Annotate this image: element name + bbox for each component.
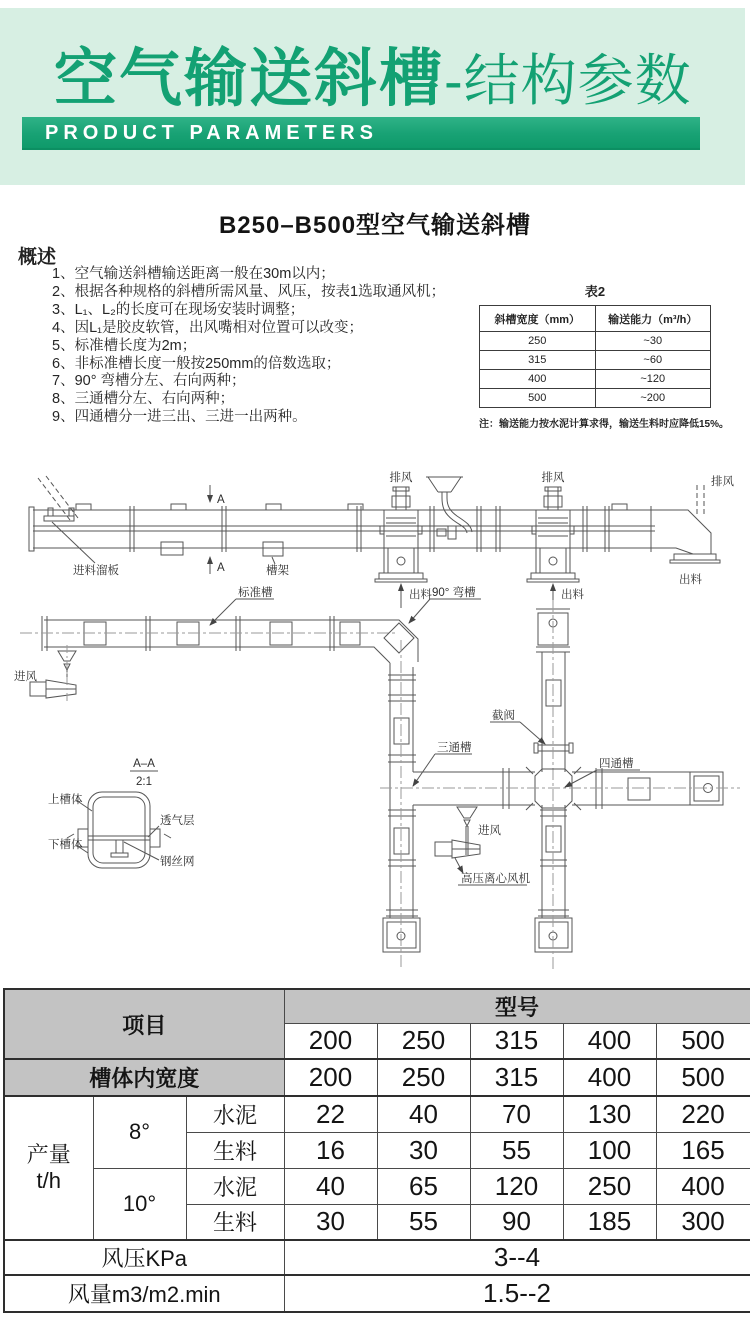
overview-item: 4、因L₁是胶皮软管，出风嘴相对位置可以改变； [52,319,364,336]
discharge-tower-2 [527,487,579,582]
table-row [480,389,711,408]
cement-label-cell: 水泥 [186,1168,284,1204]
model-cell: 500 [656,1023,750,1059]
capacity-cell: ~200 [595,389,711,408]
pressure-value-cell: 3--4 [284,1240,750,1275]
label-air-inlet: 进风 [14,671,37,683]
technical-diagram [0,430,750,978]
value-cell: 30 [377,1132,470,1168]
value-cell: 70 [470,1096,563,1132]
capacity-cell: ~120 [595,370,711,389]
capacity-table-block [479,281,729,430]
table-row [4,1240,750,1275]
value-cell: 165 [656,1132,750,1168]
spec-table [3,988,750,1313]
table-row [4,1275,750,1312]
capacity-cell: 400 [480,370,596,389]
model-header-cell: 型号 [284,989,750,1023]
page-title-main: 空气输送斜槽 [54,44,444,114]
output-label-line2: t/h [36,1168,61,1193]
elbow-90 [357,620,418,680]
overview-item: 7、90° 弯槽分左、右向两种； [52,373,246,390]
page-title-sub: -结构参数 [444,49,692,112]
vertical-chute-b [534,600,573,970]
label-frame: 槽架 [266,565,289,577]
capacity-col-header: 斜槽宽度（mm） [480,306,596,332]
value-cell: 400 [656,1168,750,1204]
label-section-a: A [217,562,225,574]
table-row [480,332,711,351]
label-exhaust: 排风 [541,472,565,484]
value-cell: 55 [377,1204,470,1240]
overview-item: 8、三通槽分左、右向两种； [52,391,235,408]
overview-list [52,266,445,427]
value-cell: 16 [284,1132,377,1168]
value-cell: 100 [563,1132,656,1168]
value-cell: 22 [284,1096,377,1132]
header-band [0,8,745,185]
label-discharge: 出料 [409,589,432,601]
value-cell: 40 [377,1096,470,1132]
page-title [54,28,692,119]
capacity-cell: 315 [480,351,596,370]
overview-item: 1、空气输送斜槽输送距离一般在30m以内； [52,266,335,282]
capacity-table [479,305,711,408]
label-fan: 高压离心风机 [461,873,530,885]
feed-plate-figure [38,476,95,563]
label-section-a: A [217,494,225,506]
section-figure [67,771,171,868]
middle-view-chute [20,616,396,651]
capacity-table-note: 注：输送能力按水泥计算求得，输送生料时应降低15%。 [479,419,730,430]
value-cell: 90 [470,1204,563,1240]
label-section-scale: 2:1 [136,776,152,788]
angle8-cell: 8° [93,1096,186,1168]
value-cell: 65 [377,1168,470,1204]
cement-label-cell: 水泥 [186,1096,284,1132]
label-exhaust: 排风 [711,476,734,488]
model-cell: 250 [377,1023,470,1059]
item-header-cell: 项目 [4,989,284,1059]
raw-label-cell: 生料 [186,1132,284,1168]
label-permeable-layer: 透气层 [160,815,195,827]
overview-heading: 概述 [18,247,57,268]
width-cell: 250 [377,1059,470,1096]
capacity-cell: ~60 [595,351,711,370]
value-cell: 130 [563,1096,656,1132]
bottom-chute [380,767,740,810]
doc-title: B250–B500型空气输送斜槽 [218,212,532,239]
output-label-line1: 产量 [26,1142,71,1167]
capacity-table-title: 表2 [584,284,606,299]
label-feed-plate: 进料溜板 [73,565,119,577]
label-air-inlet: 进风 [478,825,501,837]
label-section-aa: A–A [133,758,155,770]
value-cell: 30 [284,1204,377,1240]
airflow-value-cell: 1.5--2 [284,1275,750,1312]
raw-label-cell: 生料 [186,1204,284,1240]
value-cell: 120 [470,1168,563,1204]
label-exhaust: 排风 [389,472,413,484]
overview-item: 2、根据各种规格的斜槽所需风量、风压，按表1选取通风机； [52,283,446,300]
table-row [480,351,711,370]
label-discharge: 出料 [679,574,702,586]
label-standard-chute: 标准槽 [238,587,273,599]
label-discharge: 出料 [561,589,584,601]
label-upper-body: 上槽体 [48,794,83,806]
table-row [4,1096,750,1132]
output-label-cell [4,1096,93,1240]
diagram-linework [20,476,740,970]
pressure-label-cell: 风压KPa [4,1240,284,1275]
overview-item: 9、四通槽分一进三出、三进一出两种。 [52,409,307,426]
value-cell: 55 [470,1132,563,1168]
overview-item: 3、L₁、L₂的长度可在现场安装时调整； [52,301,305,318]
width-cell: 500 [656,1059,750,1096]
label-cutoff-valve: 截阀 [492,710,515,722]
width-cell: 315 [470,1059,563,1096]
angle10-cell: 10° [93,1168,186,1240]
table-row [4,989,750,1023]
capacity-cell: ~30 [595,332,711,351]
capacity-cell: 500 [480,389,596,408]
table-row [480,370,711,389]
label-tee-chute: 三通槽 [437,742,472,754]
label-bend-chute: 90° 弯槽 [432,587,476,599]
model-cell: 315 [470,1023,563,1059]
diagram-labels [14,470,734,885]
value-cell: 250 [563,1168,656,1204]
product-parameters-banner: PRODUCT PARAMETERS [22,117,700,150]
width-label-cell: 槽体内宽度 [4,1059,284,1096]
width-cell: 400 [563,1059,656,1096]
value-cell: 300 [656,1204,750,1240]
capacity-col-header: 输送能力（m³/h） [595,306,711,332]
model-cell: 400 [563,1023,656,1059]
overview-item: 5、标准槽长度为2m； [52,337,197,354]
capacity-cell: 250 [480,332,596,351]
table-row [480,306,711,332]
width-cell: 200 [284,1059,377,1096]
model-cell: 200 [284,1023,377,1059]
airflow-label-cell: 风量m3/m2.min [4,1275,284,1312]
value-cell: 185 [563,1204,656,1240]
overview-item: 6、非标准槽长度一般按250mm的倍数选取； [52,355,341,372]
label-lower-body: 下槽体 [48,839,83,851]
label-wire-mesh: 钢丝网 [160,856,195,868]
air-funnel-hose [426,477,472,539]
discharge-tower-1 [375,487,427,582]
table-row [4,1168,750,1204]
table-row [4,1059,750,1096]
value-cell: 220 [656,1096,750,1132]
right-elbow [655,485,720,563]
label-cross-chute: 四通槽 [599,758,634,770]
value-cell: 40 [284,1168,377,1204]
